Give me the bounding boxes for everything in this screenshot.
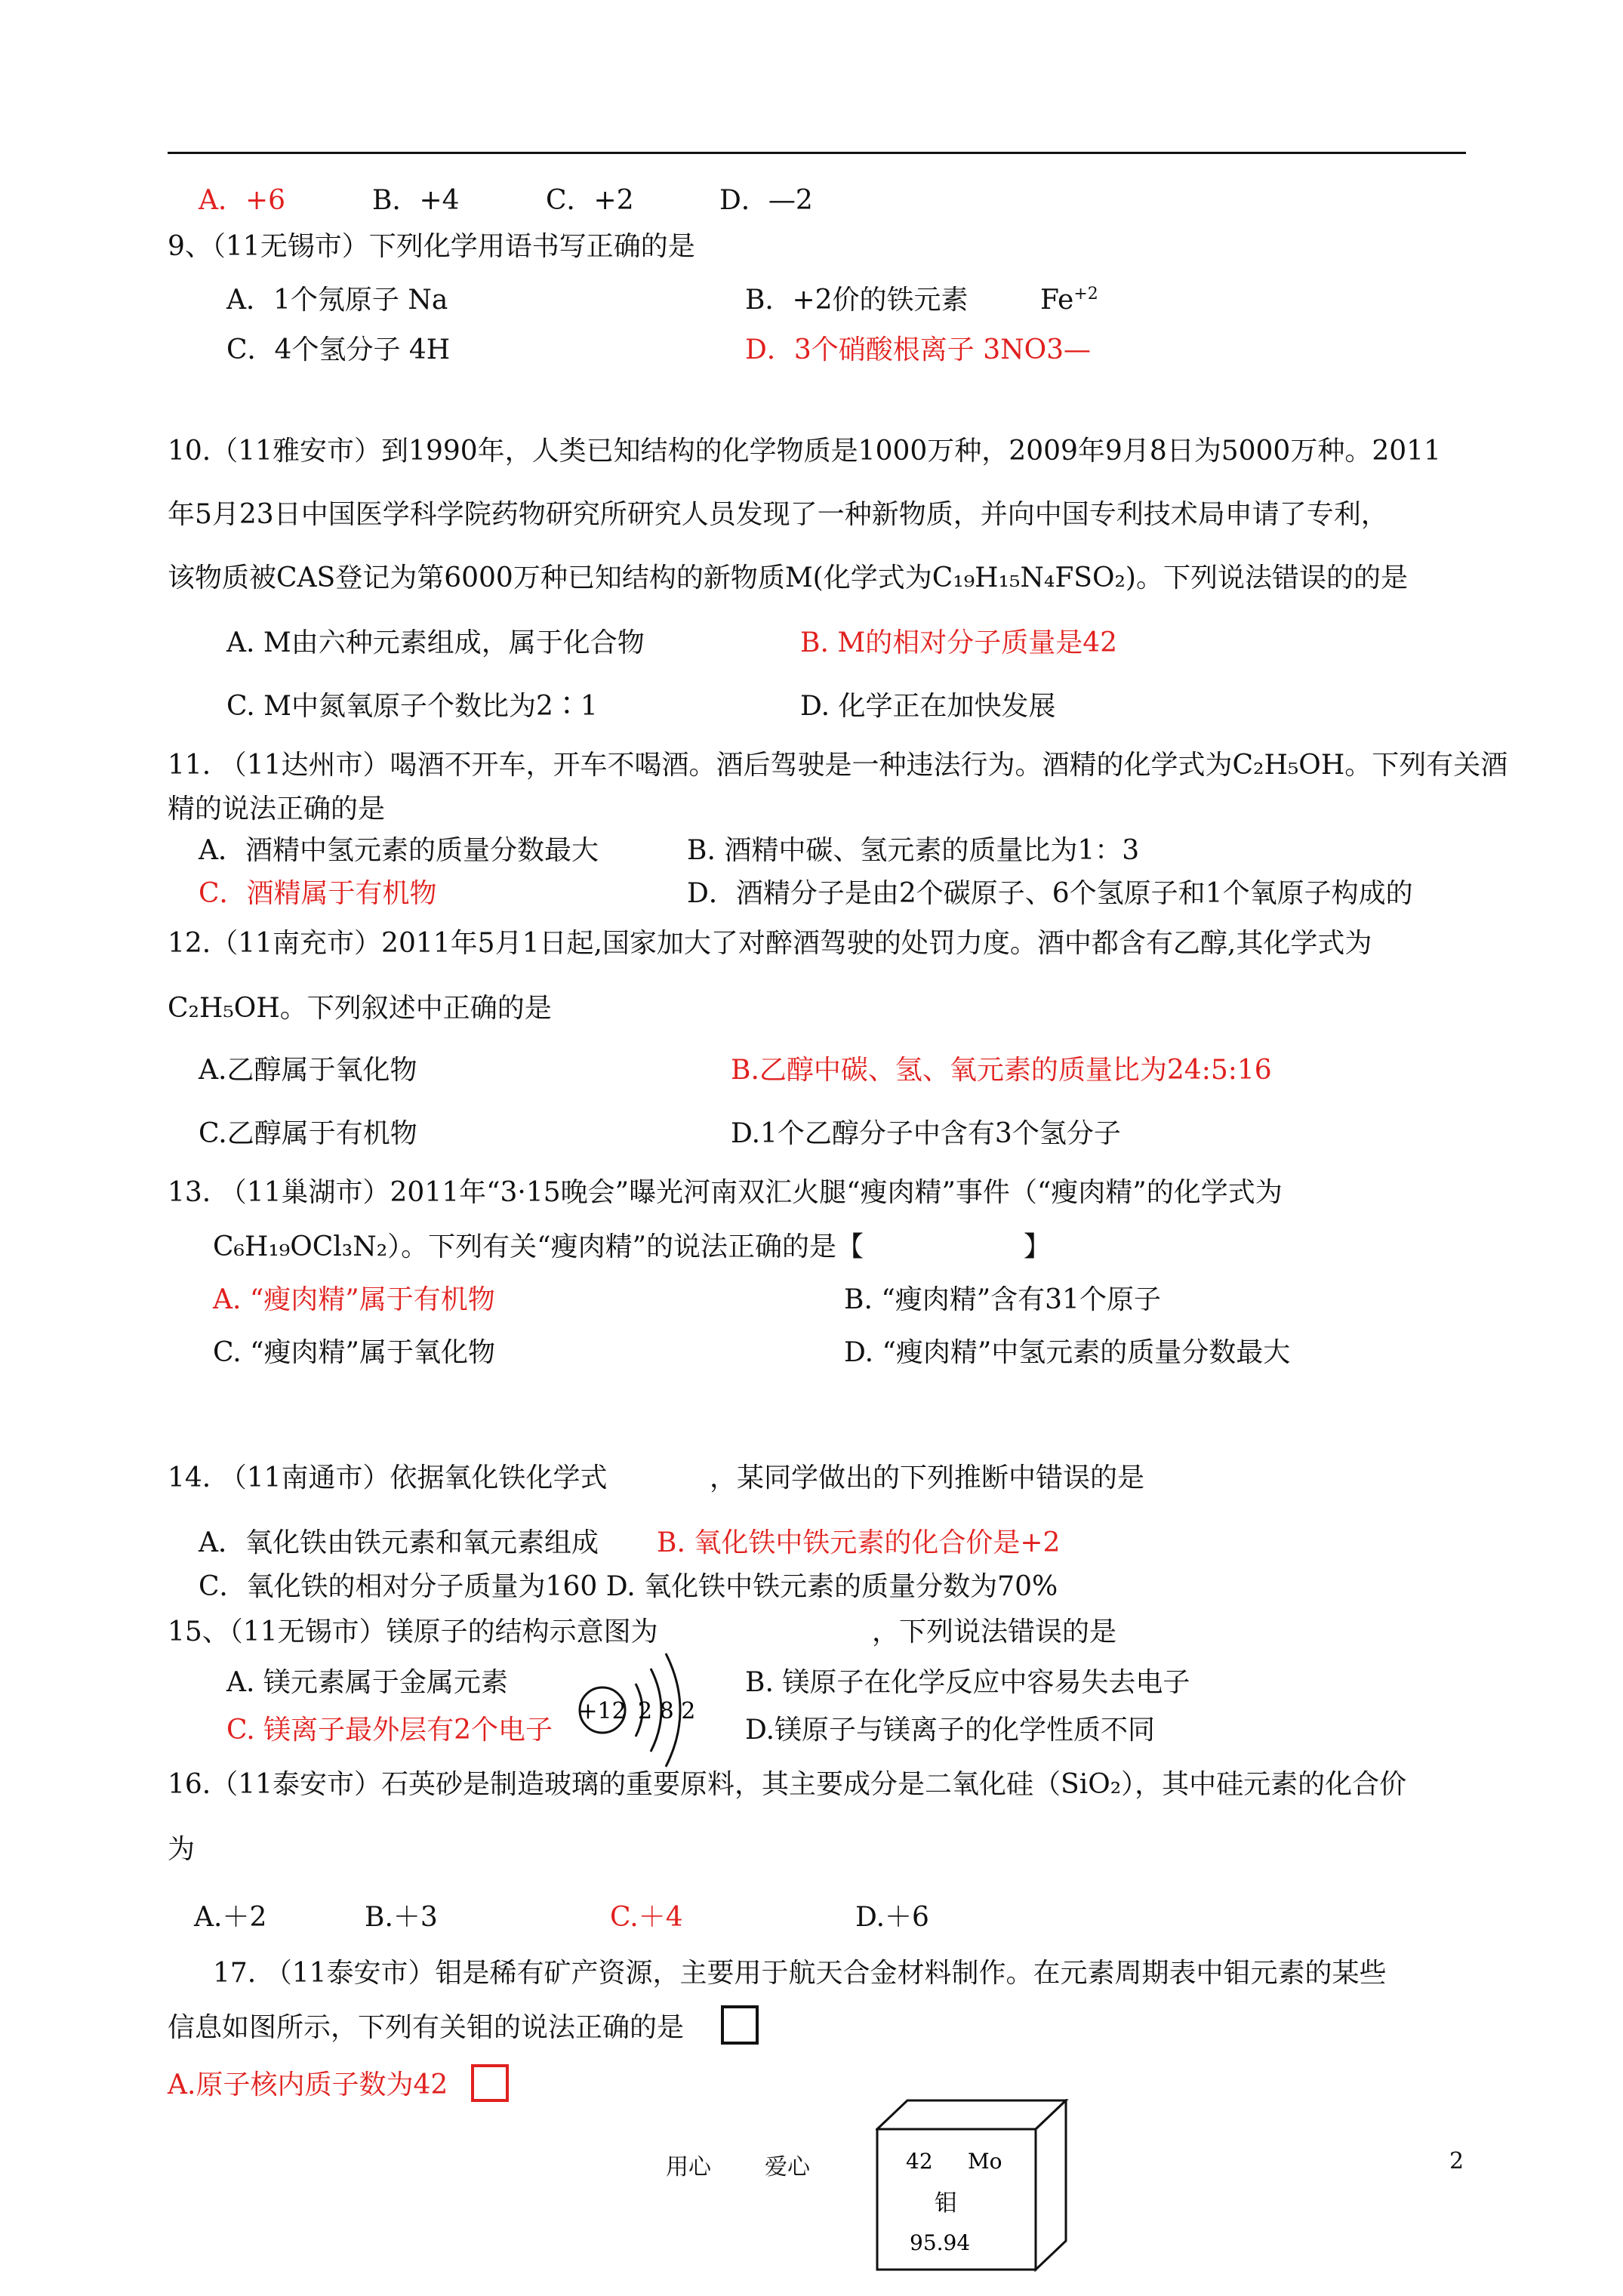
text-line-q17l1: 17. （11泰安市）钼是稀有矿产资源，主要用于航天合金材料制作。在元素周期表中钼元素的某些: [213, 1958, 1387, 1989]
answer-box: [721, 2005, 759, 2045]
text-line-q14b: ，某同学做出的下列推断中错误的是: [710, 1462, 1145, 1493]
text-line-q15d: D.镁原子与镁离子的化学性质不同: [745, 1715, 1156, 1746]
text-line-q15c: C. 镁离子最外层有2个电子: [226, 1715, 553, 1746]
text-line-q16l2: 为: [168, 1834, 196, 1865]
text-line-q17l2: 信息如图所示，下列有关钼的说法正确的是: [168, 2012, 685, 2043]
text-line-q16c: C.＋4: [610, 1902, 683, 1933]
text-line-q10d: D. 化学正在加快发展: [800, 691, 1056, 722]
text-line-q10a: A. M由六种元素组成，属于化合物: [226, 627, 645, 658]
atom-nucleus: +12: [578, 1698, 627, 1724]
text-line-q13d: D. “瘦肉精”中氢元素的质量分数最大: [844, 1337, 1291, 1368]
element-card: [876, 2099, 1072, 2273]
text-line-q14c: C．氧化铁的相对分子质量为160 D. 氧化铁中铁元素的质量分数为70%: [199, 1571, 1058, 1602]
text-line-q14bb: B. 氧化铁中铁元素的化合价是+2: [657, 1527, 1061, 1558]
text-line-q10l1: 10.（11雅安市）到1990年，人类已知结构的化学物质是1000万种，2009年9月8日为5000万种。2011: [168, 436, 1441, 467]
text-line-q15a: A. 镁元素属于金属元素: [226, 1667, 508, 1698]
footer-left: 用心: [666, 2154, 711, 2180]
text-line-q12c: C.乙醇属于有机物: [199, 1118, 417, 1149]
text-line-q8d: D．—2: [719, 185, 813, 216]
text-line-q13l2: C₆H₁₉OCl₃N₂）。下列有关“瘦肉精”的说法正确的是【: [213, 1231, 864, 1262]
text-line-q10l3: 该物质被CAS登记为第6000万种已知结构的新物质M(化学式为C₁₉H₁₅N₄FSO₂)。下列说法错误的的是: [168, 562, 1408, 593]
text-line-q10l2: 年5月23日中国医学科学院药物研究所研究人员发现了一种新物质，并向中国专利技术局申请了专利，: [168, 499, 1388, 530]
text-line-q12l1: 12.（11南充市）2011年5月1日起,国家加大了对醉酒驾驶的处罚力度。酒中都含有乙醇,其化学式为: [168, 928, 1372, 959]
text-line-q13b: B. “瘦肉精”含有31个原子: [844, 1284, 1161, 1315]
text-line-q11b: B. 酒精中碳、氢元素的质量比为1：3: [687, 835, 1140, 866]
text-line-q13a: A. “瘦肉精”属于有机物: [213, 1284, 495, 1315]
text-line-q17a: A.原子核内质子数为42: [168, 2069, 448, 2100]
text-line-q16a: A.＋2: [194, 1902, 267, 1933]
text-line-q9d: D．3个硝酸根离子 3NO3—: [745, 334, 1092, 365]
element-mass: 95.94: [910, 2230, 971, 2255]
text-line-q10c: C. M中氮氧原子个数比为2∶1: [226, 691, 598, 722]
footer-right: 爱心: [765, 2154, 810, 2180]
superscript: +2: [1073, 285, 1098, 304]
text-line-q14a: A．氧化铁由铁元素和氧元素组成: [199, 1527, 599, 1558]
header-rule: [168, 152, 1466, 154]
text-line-q16l1: 16.（11泰安市）石英砂是制造玻璃的重要原料，其主要成分是二氧化硅（SiO₂），其中硅元素的化合价: [168, 1769, 1407, 1800]
text-line-q9b2: $Fe^{+2}$: [1040, 285, 1098, 316]
text-line-q15bb: B. 镁原子在化学反应中容易失去电子: [745, 1667, 1190, 1698]
text-line-q12l2: C₂H₅OH。下列叙述中正确的是: [168, 993, 552, 1024]
text-line-q11d: D．酒精分子是由2个碳原子、6个氢原子和1个氧原子构成的: [687, 878, 1413, 909]
text-line-q14: 14. （11南通市）依据氧化铁化学式: [168, 1462, 608, 1493]
text-line-q9a: A．1个氖原子 Na: [226, 285, 448, 316]
text-line-q13c: C. “瘦肉精”属于氧化物: [213, 1337, 495, 1368]
text-line-q11l1: 11. （11达州市）喝酒不开车，开车不喝酒。酒后驾驶是一种违法行为。酒精的化学式为C₂H₅OH。下列有关酒: [168, 750, 1508, 781]
element-symbol: Mo: [968, 2149, 1002, 2174]
text-line-q12d: D.1个乙醇分子中含有3个氢分子: [731, 1118, 1121, 1149]
atom-shells: 2 8 2: [638, 1698, 696, 1724]
text-line-q11l2: 精的说法正确的是: [168, 794, 386, 824]
text-line-q13l1: 13. （11巢湖市）2011年“3·15晚会”曝光河南双汇火腿“瘦肉精”事件（“瘦肉精”的化学式为: [168, 1177, 1283, 1208]
text-line-q15b: ，下列说法错误的是: [872, 1616, 1117, 1647]
text-line-q9c: C．4个氢分子 4H: [226, 334, 451, 365]
text-line-q16b: B.＋3: [365, 1902, 438, 1933]
page-number: 2: [1449, 2148, 1464, 2174]
text-line-q8c: C．+2: [546, 185, 634, 216]
text-line-q8a: A．+6: [199, 185, 286, 216]
text-line-q13l2b: 】: [1024, 1231, 1052, 1262]
text-line-q9b: B．+2价的铁元素: [745, 285, 969, 316]
element-name: 钼: [935, 2190, 957, 2217]
answer-box-red: [471, 2064, 509, 2102]
text-line-q8b: B．+4: [372, 185, 460, 216]
text-line-q10b: B. M的相对分子质量是42: [800, 627, 1118, 658]
text-line-q15: 15、（11无锡市）镁原子的结构示意图为: [168, 1616, 658, 1647]
text-line-q12b: B.乙醇中碳、氢、氧元素的质量比为24:5:16: [731, 1055, 1272, 1086]
text-line-q11c: C．酒精属于有机物: [199, 878, 437, 909]
text-line-q12a: A.乙醇属于氧化物: [199, 1055, 417, 1086]
text-line-q16d: D.＋6: [855, 1902, 929, 1933]
magnesium-atom-diagram: [566, 1642, 710, 1778]
text-line-q9: 9、（11无锡市）下列化学用语书写正确的是: [168, 231, 695, 262]
element-number: 42: [906, 2149, 933, 2174]
text-line-q11a: A．酒精中氢元素的质量分数最大: [199, 835, 599, 866]
